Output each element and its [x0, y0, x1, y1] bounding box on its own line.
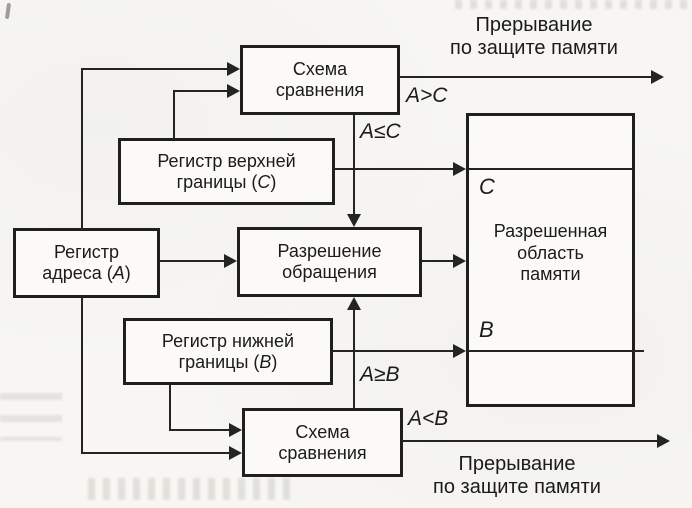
memory-region-line2: область [517, 242, 584, 263]
interrupt-caption-top [423, 14, 645, 60]
register-address-line2-post: ) [124, 263, 131, 283]
box-compare-bottom-label-line1: Схема [295, 421, 350, 442]
register-lower-label-line2 [179, 352, 278, 373]
interrupt-bottom-line2: по защите памяти [433, 476, 601, 498]
line-address-to-access [160, 260, 225, 262]
register-address-label-line1: Регистр [53, 242, 120, 262]
register-address-line2-pre: адреса ( [42, 263, 113, 283]
box-compare-top-label-line1: Схема [292, 59, 348, 79]
register-lower-var: B [259, 351, 272, 372]
arrowhead [227, 84, 240, 98]
line-address-to-compare-top [81, 68, 227, 70]
access-permission-label-line2: обращения [282, 262, 377, 282]
condition-a-le-c: A≤C [360, 120, 401, 143]
line-upper-bound-to-memory [335, 168, 454, 170]
line-interrupt-top [400, 76, 652, 78]
line-lower-bound-down [169, 385, 171, 431]
arrowhead [224, 254, 237, 268]
interrupt-caption-bottom [406, 453, 628, 499]
line-upper-bound-up [173, 90, 175, 140]
register-upper-label-line1: Регистр верхней [157, 150, 296, 171]
register-upper-line2-pre: границы ( [176, 171, 258, 192]
memory-region-text [470, 221, 631, 286]
box-compare-top [240, 45, 400, 115]
line-access-to-memory [422, 260, 454, 262]
line-interrupt-bottom [403, 440, 658, 442]
scan-artifact [5, 3, 11, 19]
arrowhead [229, 423, 242, 437]
memory-label-b: B [479, 317, 494, 342]
box-compare-bottom-label-line2: сравнения [278, 442, 367, 463]
arrowhead [229, 446, 242, 460]
memory-divider-c [468, 168, 633, 170]
box-register-upper-bound [118, 138, 335, 205]
line-lower-bound-to-compare-bottom [169, 429, 230, 431]
arrowhead [453, 344, 466, 358]
register-lower-line2-pre: границы ( [178, 351, 260, 372]
memory-divider-b [468, 350, 644, 352]
interrupt-top-line2: по защите памяти [450, 37, 618, 59]
line-upper-bound-to-compare-top [173, 90, 227, 92]
box-access-permission [237, 227, 422, 297]
line-lower-bound-to-memory [333, 350, 454, 352]
register-lower-label-line1: Регистр нижней [161, 330, 295, 351]
line-address-to-compare-bottom [81, 452, 230, 454]
condition-a-lt-b: A<B [408, 407, 449, 430]
register-upper-label-line2 [177, 172, 277, 193]
line-compare-top-to-access [353, 115, 355, 215]
scan-artifact [88, 478, 298, 500]
memory-region-line3: памяти [520, 264, 581, 284]
scan-artifact [0, 393, 62, 441]
interrupt-top-line1: Прерывание [475, 14, 593, 36]
arrowhead [453, 254, 466, 268]
condition-a-ge-b: A≥B [360, 363, 400, 386]
memory-region-line1: Разрешенная [493, 221, 608, 241]
box-register-lower-bound [123, 318, 333, 385]
box-compare-top-label-line2: сравнения [275, 80, 365, 100]
memory-label-c: C [479, 174, 495, 199]
arrowhead [347, 214, 361, 227]
interrupt-bottom-line1: Прерывание [458, 453, 576, 475]
box-compare-bottom [242, 408, 403, 477]
register-upper-line2-post: ) [270, 171, 277, 192]
arrowhead [227, 62, 240, 76]
line-address-up [81, 68, 83, 230]
line-address-down [81, 298, 83, 454]
register-address-label-line2 [42, 263, 131, 284]
arrowhead [453, 162, 466, 176]
line-compare-bottom-to-access [353, 309, 355, 408]
access-permission-label-line1: Разрешение [277, 241, 382, 261]
register-address-var: A [112, 263, 125, 283]
register-upper-var: C [257, 171, 271, 192]
scan-artifact [455, 0, 690, 9]
box-register-address [13, 228, 160, 298]
arrowhead [651, 70, 664, 84]
register-lower-line2-post: ) [271, 351, 278, 372]
condition-a-gt-c: A>C [406, 84, 448, 107]
arrowhead [347, 297, 361, 310]
arrowhead [657, 434, 670, 448]
